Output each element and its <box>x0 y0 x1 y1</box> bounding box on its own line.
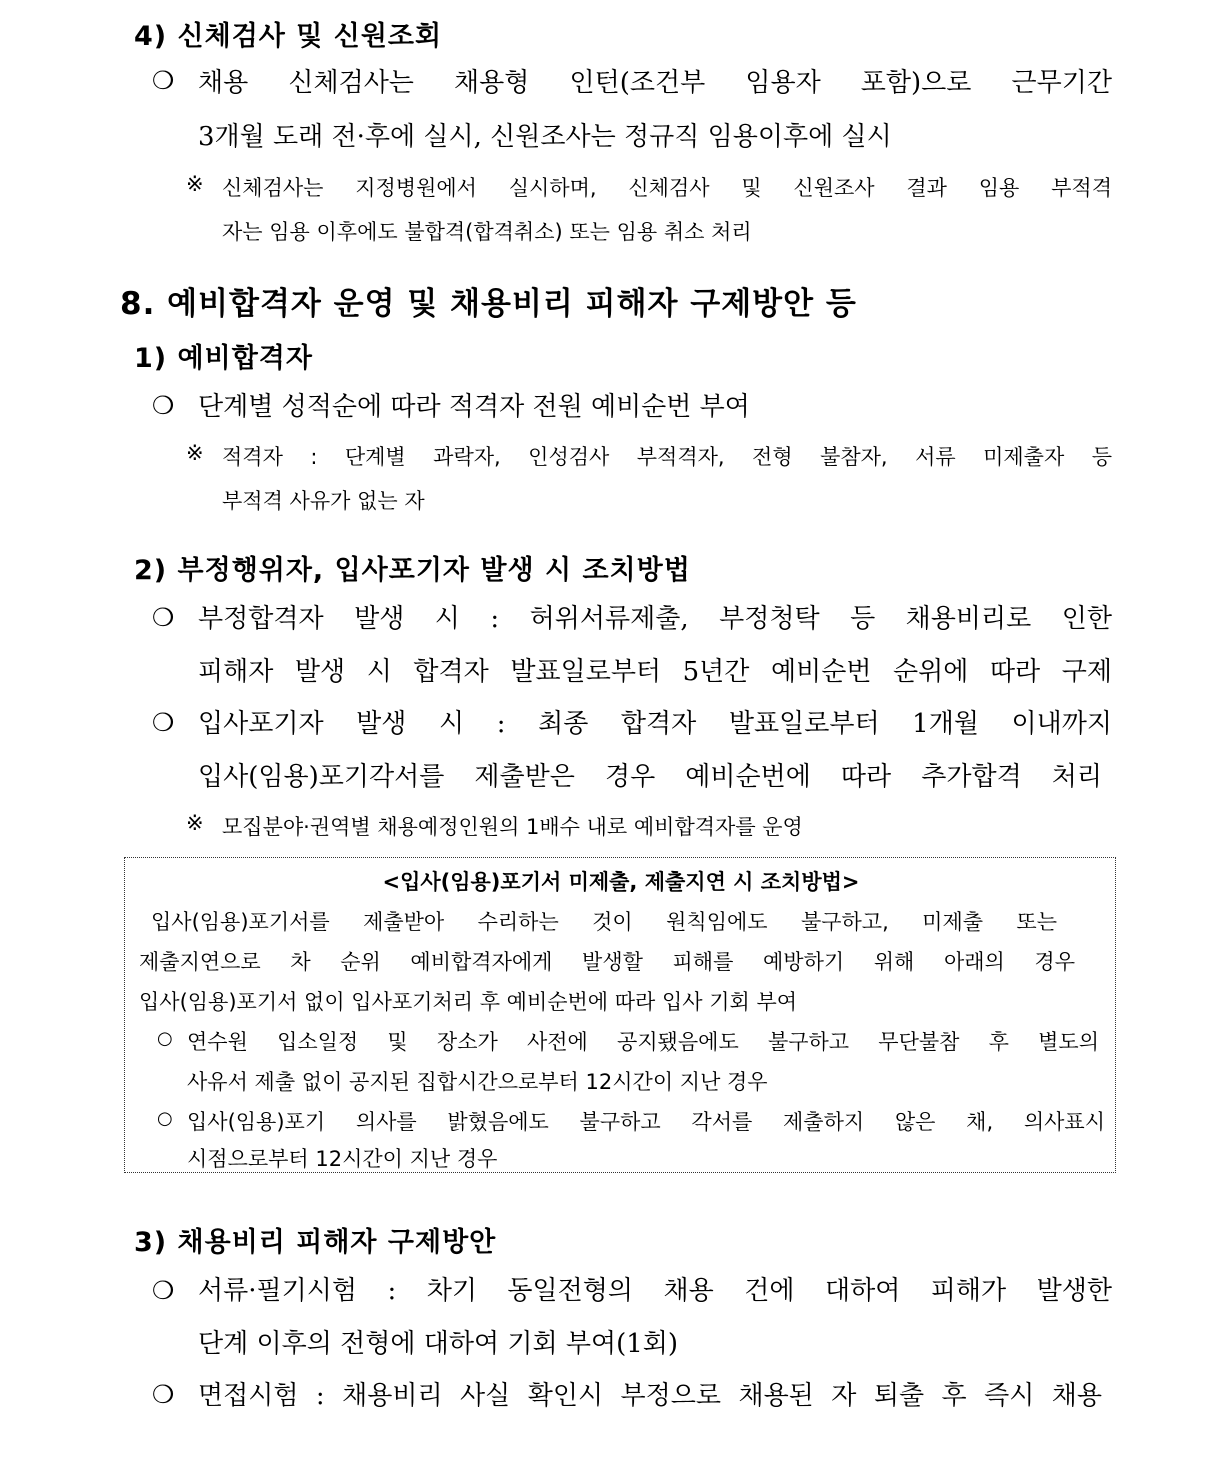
paragraph-line: 입사(임용)포기각서를 제출받은 경우 예비순번에 따라 추가합격 처리 <box>198 762 1102 792</box>
paragraph-line: 단계 이후의 전형에 대하여 기회 부여(1회) <box>198 1329 679 1359</box>
notice-box-line: 입사(임용)포기서를 제출받아 수리하는 것이 원칙임에도 불구하고, 미제출 또는 <box>151 910 1057 934</box>
bullet-icon: ❍ <box>152 603 175 632</box>
sub-heading-2: 2) 부정행위자, 입사포기자 발생 시 조치방법 <box>134 555 691 586</box>
sub-heading-1: 1) 예비합격자 <box>134 343 313 374</box>
bullet-icon: ❍ <box>152 66 175 95</box>
note-mark-icon: ※ <box>186 811 204 835</box>
paragraph-line: 단계별 성적순에 따라 적격자 전원 예비순번 부여 <box>198 392 750 422</box>
note-line: 부적격 사유가 없는 자 <box>222 489 425 513</box>
notice-box-title: <입사(임용)포기서 미제출, 제출지연 시 조치방법> <box>382 870 860 894</box>
notice-box-line: 입사(임용)포기서 없이 입사포기처리 후 예비순번에 따라 입사 기회 부여 <box>139 990 798 1014</box>
paragraph-line: 채용 신체검사는 채용형 인턴(조건부 임용자 포함)으로 근무기간 <box>198 68 1112 98</box>
bullet-icon: ❍ <box>152 708 175 737</box>
paragraph-line: 면접시험 : 채용비리 사실 확인시 부정으로 채용된 자 퇴출 후 즉시 채용 <box>198 1381 1102 1411</box>
notice-box <box>124 857 1116 1173</box>
notice-box-line: 사유서 제출 없이 공지된 집합시간으로부터 12시간이 지난 경우 <box>187 1070 768 1094</box>
note-line: 자는 임용 이후에도 불합격(합격취소) 또는 임용 취소 처리 <box>222 220 752 244</box>
bullet-icon: ○ <box>157 1108 173 1129</box>
bullet-icon: ❍ <box>152 1276 175 1305</box>
paragraph-line: 서류·필기시험 : 차기 동일전형의 채용 건에 대하여 피해가 발생한 <box>198 1276 1112 1306</box>
notice-box-line: 연수원 입소일정 및 장소가 사전에 공지됐음에도 불구하고 무단불참 후 별도의 <box>187 1030 1099 1054</box>
sub-heading-3: 3) 채용비리 피해자 구제방안 <box>134 1227 497 1258</box>
notice-box-line: 제출지연으로 차 순위 예비합격자에게 발생할 피해를 예방하기 위해 아래의 경우 <box>139 950 1075 974</box>
paragraph-line: 피해자 발생 시 합격자 발표일로부터 5년간 예비순번 순위에 따라 구제 <box>198 657 1112 687</box>
notice-box-line: 입사(임용)포기 의사를 밝혔음에도 불구하고 각서를 제출하지 않은 채, 의사표시 <box>187 1110 1105 1134</box>
notice-box-line: 시점으로부터 12시간이 지난 경우 <box>187 1147 498 1171</box>
section-heading-8: 8. 예비합격자 운영 및 채용비리 피해자 구제방안 등 <box>120 286 857 322</box>
paragraph-line: 부정합격자 발생 시 : 허위서류제출, 부정청탁 등 채용비리로 인한 <box>198 604 1112 634</box>
note-line: 적격자 : 단계별 과락자, 인성검사 부적격자, 전형 불참자, 서류 미제출자 등 <box>222 445 1112 469</box>
note-line: 모집분야·권역별 채용예정인원의 1배수 내로 예비합격자를 운영 <box>222 815 803 839</box>
bullet-icon: ❍ <box>152 391 175 420</box>
note-mark-icon: ※ <box>186 441 204 465</box>
bullet-icon: ○ <box>157 1028 173 1049</box>
note-mark-icon: ※ <box>186 172 204 196</box>
paragraph-line: 3개월 도래 전·후에 실시, 신원조사는 정규직 임용이후에 실시 <box>198 122 892 152</box>
section-heading-4: 4) 신체검사 및 신원조회 <box>134 21 443 52</box>
bullet-icon: ❍ <box>152 1380 175 1409</box>
paragraph-line: 입사포기자 발생 시 : 최종 합격자 발표일로부터 1개월 이내까지 <box>198 709 1112 739</box>
note-line: 신체검사는 지정병원에서 실시하며, 신체검사 및 신원조사 결과 임용 부적격 <box>222 176 1112 200</box>
